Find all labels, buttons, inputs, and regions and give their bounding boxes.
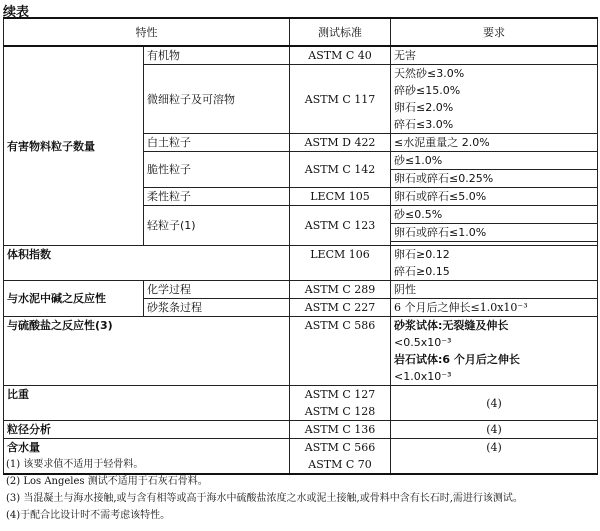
requirement-cell (391, 317, 598, 386)
sub-property: 柔性粒子 (144, 188, 290, 206)
test-standard: ASTM C 142 (290, 152, 391, 188)
sub-property: 砂浆条过程 (144, 299, 290, 317)
sub-property: 白土粒子 (144, 134, 290, 152)
requirement-line: <0.5x10⁻³ (394, 336, 452, 349)
header-row (4, 18, 598, 46)
requirement-line: <1.0x10⁻³ (394, 370, 452, 383)
group-alkali-reactivity: 与水泥中碱之反应性 (4, 281, 144, 317)
requirement-cell: (4) (391, 386, 598, 421)
group-specific-gravity: 比重 (4, 386, 290, 421)
table-row (4, 421, 598, 439)
test-standard: ASTM D 422 (290, 134, 391, 152)
test-standard: LECM 106 (290, 246, 391, 281)
requirement-cell: (4) (391, 439, 598, 475)
requirement-line: 砂≤1.0% (394, 154, 443, 167)
group-moisture: 含水量 (4, 439, 290, 475)
table-row (4, 386, 598, 421)
requirement-line: 卵石≥0.12 (394, 248, 450, 261)
test-standard: ASTM C 227 (290, 299, 391, 317)
header-requirement: 要求 (391, 18, 598, 46)
standard-line: ASTM C 566 (304, 441, 376, 454)
requirement-line: 卵石≤2.0% (394, 101, 454, 114)
requirement-line: 天然砂≤3.0% (394, 67, 465, 80)
requirement-line: 阴性 (394, 283, 416, 296)
requirement-line: 砂浆试体:无裂缝及伸长 (394, 319, 509, 332)
group-sulfate-reactivity: 与硫酸盐之反应性(3) (4, 317, 290, 386)
table-row (4, 317, 598, 386)
sub-property: 轻粒子(1) (144, 206, 290, 246)
sub-property: 微细粒子及可溶物 (144, 65, 290, 134)
requirement-line: 碎石≤3.0% (394, 118, 454, 131)
sub-property: 有机物 (144, 46, 290, 65)
requirement-cell (391, 246, 598, 281)
spec-table (3, 17, 598, 475)
standard-line: ASTM C 127 (304, 388, 376, 401)
test-standard: LECM 105 (290, 188, 391, 206)
test-standard: ASTM C 123 (290, 206, 391, 246)
group-volume-index: 体积指数 (4, 246, 290, 281)
requirement-cell (391, 299, 598, 317)
table-row (4, 246, 598, 281)
requirement-cell (391, 188, 598, 206)
footnote: (3) 当混凝土与海水接触,或与含有相等或高于海水中硫酸盐浓度之水或泥土接触,或骨料中含有长石时,需进行该测试。 (6, 493, 523, 504)
test-standard: ASTM C 40 (290, 46, 391, 65)
header-property: 特性 (4, 18, 290, 46)
requirement-cell (391, 281, 598, 299)
group-grading: 粒径分析 (4, 421, 290, 439)
requirement-line: 卵石或碎石≤5.0% (394, 190, 487, 203)
table-row (4, 46, 598, 65)
requirement-line: 岩石试体:6 个月后之伸长 (394, 353, 520, 366)
requirement-cell (391, 134, 598, 152)
requirement-cell (391, 152, 598, 170)
test-standard: ASTM C 136 (290, 421, 391, 439)
test-standard: ASTM C 117 (290, 65, 391, 134)
requirement-cell: (4) (391, 421, 598, 439)
sub-property: 化学过程 (144, 281, 290, 299)
requirement-cell (391, 46, 598, 65)
standard-line: ASTM C 70 (308, 458, 372, 471)
requirement-line: 碎石≥0.15 (394, 265, 450, 278)
requirement-cell (391, 170, 598, 188)
footnote: (4)于配合比设计时不需考虑该特性。 (6, 510, 171, 521)
requirement-cell (391, 65, 598, 134)
requirement-line: 砂≤0.5% (394, 208, 443, 221)
header-standard: 测试标准 (290, 18, 391, 46)
footnote: (1) 该要求值不适用于轻骨料。 (6, 459, 144, 470)
test-standard: ASTM C 289 (290, 281, 391, 299)
sub-property: 脆性粒子 (144, 152, 290, 188)
requirement-cell (391, 206, 598, 224)
requirement-line: 碎砂≤15.0% (394, 84, 461, 97)
footnotes (6, 456, 596, 524)
test-standard: ASTM C 586 (290, 317, 391, 386)
group-harmful-particles: 有害物料粒子数量 (4, 46, 144, 246)
table-row (4, 281, 598, 299)
requirement-line: 6 个月后之伸长≤1.0x10⁻³ (394, 301, 528, 314)
standard-line: ASTM C 128 (304, 405, 376, 418)
requirement-line: ≤水泥重量之 2.0% (394, 136, 490, 149)
test-standard (290, 386, 391, 421)
requirement-cell (391, 224, 598, 242)
table-caption: 续表 (3, 5, 30, 20)
requirement-line: 无害 (394, 49, 416, 62)
requirement-line: 卵石或碎石≤1.0% (394, 226, 487, 239)
requirement-line: 卵石或碎石≤0.25% (394, 172, 494, 185)
footnote: (2) Los Angeles 测试不适用于石灰石骨料。 (6, 476, 208, 487)
